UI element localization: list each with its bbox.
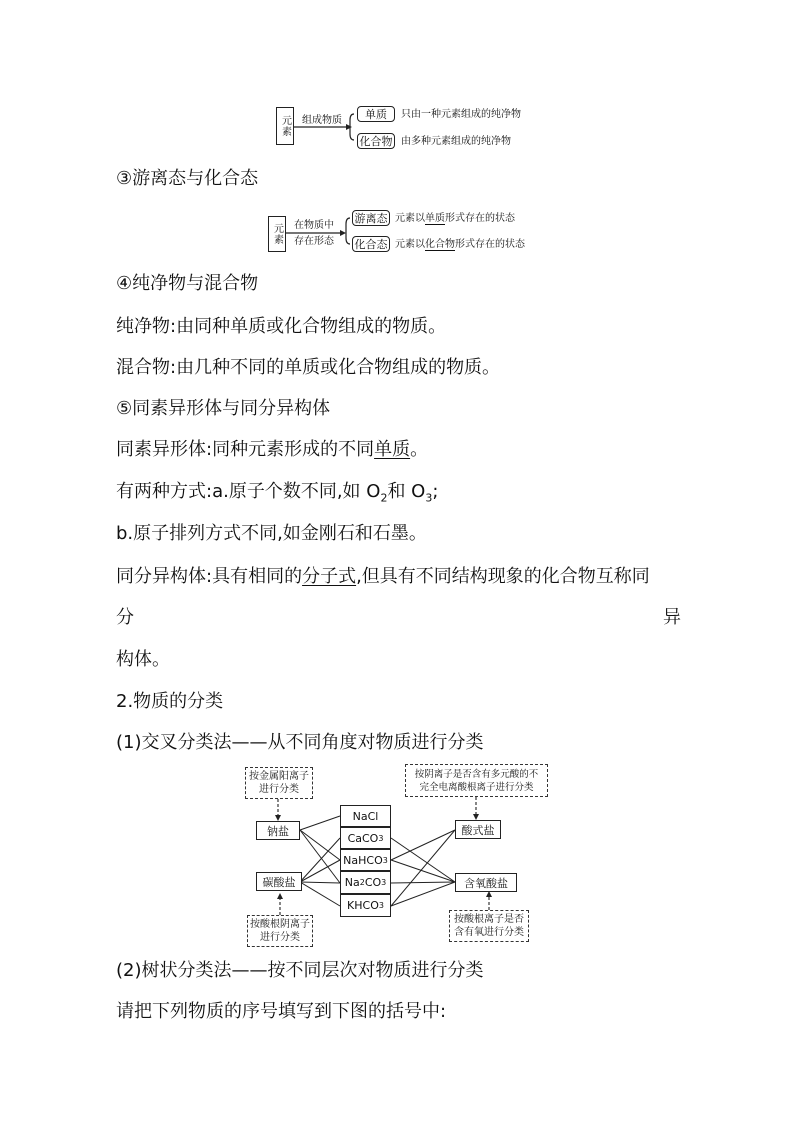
cross-node-carbonate: 碳酸盐 <box>256 872 302 891</box>
cross-left-links <box>300 816 340 906</box>
definition-isomer-line3: 构体。 <box>116 649 170 670</box>
cross-item-khco3: KHCO 3 <box>340 894 391 917</box>
definition-isomer: 同分异构体:具有相同的分子式,但具有不同结构现象的化合物互称同 <box>116 566 650 587</box>
diagram1-box-simple-substance: 单质 <box>357 106 395 122</box>
heading-tree-classification: (2)树状分类法——按不同层次对物质进行分类 <box>116 960 484 981</box>
diagram1-desc-simple-substance: 只由一种元素组成的纯净物 <box>401 109 521 120</box>
cross-item-nacl: NaCl <box>340 805 391 827</box>
definition-pure-substance: 纯净物:由同种单质或化合物组成的物质。 <box>116 316 447 337</box>
cross-node-sodium-salt: 钠盐 <box>256 821 300 840</box>
diagram1-desc-compound: 由多种元素组成的纯净物 <box>401 136 511 147</box>
definition-mixture: 混合物:由几种不同的单质或化合物组成的物质。 <box>116 357 501 378</box>
cross-item-nahco3: NaHCO 3 <box>340 849 391 871</box>
definition-isomer-line2-right: 异 <box>663 607 681 628</box>
diagram1-root-box: 元素 <box>276 107 294 145</box>
cross-note-oxygen-acid: 按酸根离子是否 含有氧进行分类 <box>449 910 529 942</box>
definition-allotrope: 同素异形体:同种元素形成的不同单质。 <box>116 439 429 460</box>
diagram2-edge-label-line2: 存在形态 <box>294 236 334 247</box>
diagram2-root-box: 元素 <box>268 216 286 252</box>
heading-pure-vs-mixture: ④纯净物与混合物 <box>116 273 259 294</box>
definition-isomer-line2-left: 分 <box>116 607 134 628</box>
diagram1-box-compound: 化合物 <box>357 133 395 149</box>
cross-note-acid-anion: 按酸根阴离子 进行分类 <box>247 915 313 947</box>
heading-allotropes-isomers: ⑤同素异形体与同分异构体 <box>116 398 331 419</box>
cross-node-acid-salt: 酸式盐 <box>455 820 501 839</box>
section-classification: 2.物质的分类 <box>116 691 224 712</box>
allotrope-way-b: b.原子排列方式不同,如金刚石和石墨。 <box>116 523 427 544</box>
cross-item-caco3: CaCO 3 <box>340 827 391 849</box>
diagram2-box-combined-state: 化合态 <box>352 236 390 252</box>
diagram2-box-free-state: 游离态 <box>352 210 390 226</box>
diagram2-desc-free-state: 元素以单质形式存在的状态 <box>395 213 515 224</box>
heading-cross-classification: (1)交叉分类法——从不同角度对物质进行分类 <box>116 732 484 753</box>
cross-right-links <box>391 830 455 906</box>
cross-node-oxyacid-salt: 含氧酸盐 <box>455 873 517 892</box>
diagram2-desc-combined-state: 元素以化合物形式存在的状态 <box>395 239 525 250</box>
heading-free-combined-state: ③游离态与化合态 <box>116 168 259 189</box>
cross-note-incomplete-ionization: 按阴离子是否含有多元酸的不 完全电离酸根离子进行分类 <box>405 764 548 797</box>
allotrope-way-a: 有两种方式:a.原子个数不同,如 $O_2$和 $O_3$; <box>116 481 439 505</box>
diagram1-edge-label: 组成物质 <box>302 115 342 126</box>
instruction-fill-brackets: 请把下列物质的序号填写到下图的括号中: <box>116 1001 447 1022</box>
cross-note-metal-cation: 按金属阳离子 进行分类 <box>245 767 313 799</box>
diagram2-edge-label-line1: 在物质中 <box>294 220 334 231</box>
cross-item-na2co3: Na 2 CO 3 <box>340 871 391 894</box>
